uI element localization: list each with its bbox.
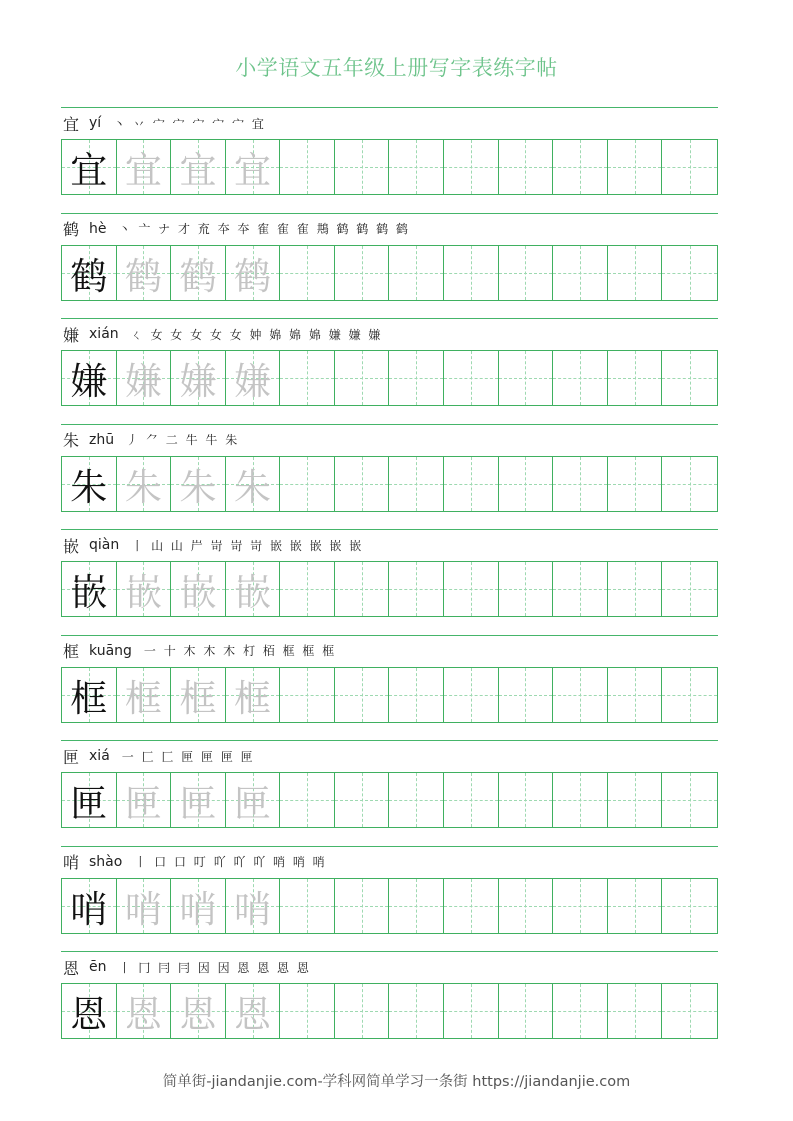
blank-practice-cell (553, 773, 608, 827)
character-info (63, 956, 311, 978)
trace-character: 哨 (234, 887, 272, 931)
model-cell (62, 246, 117, 300)
trace-cell (171, 879, 226, 933)
trace-character: 嫌 (124, 360, 162, 403)
trace-character: 鹤 (234, 254, 272, 298)
trace-character: 宜 (234, 149, 272, 192)
character-info (63, 429, 239, 451)
blank-practice-cell (662, 773, 717, 827)
blank-practice-cell (389, 457, 444, 511)
trace-cell (171, 773, 226, 827)
blank-practice-cell (280, 562, 335, 616)
model-cell (62, 773, 117, 827)
blank-practice-cell (499, 351, 554, 405)
pinyin-label: kuāng (89, 642, 132, 659)
blank-practice-cell (499, 773, 554, 827)
blank-practice-cell (335, 351, 390, 405)
stroke-order: 一 十 木 木 木 朾 栢 框 框 框 (143, 644, 337, 658)
blank-practice-cell (608, 984, 663, 1038)
stroke-order: 丨 冂 冃 冃 因 因 恩 恩 恩 恩 (118, 960, 311, 975)
practice-grid (61, 983, 718, 1039)
blank-practice-cell (389, 562, 444, 616)
blank-practice-cell (280, 246, 335, 300)
blank-practice-cell (389, 879, 444, 933)
trace-cell (226, 246, 281, 300)
practice-grid (61, 139, 718, 195)
blank-practice-cell (335, 773, 390, 827)
blank-practice-cell (662, 668, 717, 722)
practice-grid (61, 878, 718, 934)
blank-practice-cell (553, 879, 608, 933)
blank-practice-cell (608, 773, 663, 827)
pinyin-label: yí (89, 115, 102, 131)
trace-cell (171, 984, 226, 1038)
trace-character: 宜 (124, 149, 162, 192)
trace-cell (117, 668, 172, 722)
character-label: 朱 (63, 431, 80, 450)
trace-cell (117, 562, 172, 616)
footer-text: 简单街-jiandanjie.com-学科网简单学习一条街 https://jiandanjie.com (162, 1074, 631, 1090)
trace-character: 宜 (179, 149, 217, 192)
trace-cell (226, 879, 281, 933)
trace-cell (226, 773, 281, 827)
blank-practice-cell (553, 457, 608, 511)
character-info (63, 534, 363, 556)
trace-character: 嵌 (234, 571, 272, 614)
trace-cell (226, 562, 281, 616)
stroke-order: 丨 口 口 叮 吖 吖 吖 哨 哨 哨 (134, 855, 327, 869)
practice-grid (61, 456, 718, 512)
trace-cell (117, 351, 172, 405)
blank-practice-cell (444, 351, 499, 405)
character-info (63, 640, 336, 662)
blank-practice-cell (553, 668, 608, 722)
trace-cell (117, 984, 172, 1038)
trace-cell (117, 246, 172, 300)
character-info (63, 112, 266, 134)
stroke-order: 丶 丷 宀 宀 宀 宀 宀 宜 (113, 116, 266, 131)
blank-practice-cell (444, 668, 499, 722)
blank-practice-cell (662, 562, 717, 616)
section-divider (61, 213, 718, 214)
blank-practice-cell (444, 984, 499, 1038)
blank-practice-cell (280, 351, 335, 405)
model-cell (62, 562, 117, 616)
model-character: 鹤 (70, 254, 108, 298)
practice-grid (61, 561, 718, 617)
blank-practice-cell (280, 984, 335, 1038)
blank-practice-cell (389, 668, 444, 722)
model-character: 哨 (70, 887, 108, 931)
blank-practice-cell (499, 984, 554, 1038)
character-label: 嵌 (63, 536, 80, 556)
section-divider (61, 951, 718, 952)
trace-cell (117, 140, 172, 194)
blank-practice-cell (280, 879, 335, 933)
trace-cell (226, 984, 281, 1038)
character-label: 框 (63, 642, 80, 661)
blank-practice-cell (608, 140, 663, 194)
blank-practice-cell (608, 457, 663, 511)
character-label: 哨 (63, 853, 80, 872)
character-info (63, 745, 255, 767)
trace-cell (226, 668, 281, 722)
section-divider (61, 740, 718, 741)
trace-character: 匣 (234, 782, 272, 825)
blank-practice-cell (662, 879, 717, 933)
trace-cell (226, 351, 281, 405)
blank-practice-cell (280, 668, 335, 722)
trace-cell (117, 773, 172, 827)
blank-practice-cell (662, 246, 717, 300)
model-character: 宜 (70, 149, 108, 192)
blank-practice-cell (553, 351, 608, 405)
pinyin-label: xiá (89, 748, 110, 764)
character-label: 鹤 (63, 220, 80, 239)
pinyin-label: shào (89, 853, 123, 870)
section-divider (61, 846, 718, 847)
blank-practice-cell (280, 140, 335, 194)
trace-character: 哨 (179, 887, 217, 931)
character-label: 宜 (63, 114, 80, 134)
model-cell (62, 984, 117, 1038)
section-divider (61, 107, 718, 108)
blank-practice-cell (335, 246, 390, 300)
blank-practice-cell (335, 879, 390, 933)
blank-practice-cell (662, 351, 717, 405)
blank-practice-cell (553, 140, 608, 194)
trace-character: 鹤 (179, 254, 217, 298)
trace-character: 恩 (234, 993, 272, 1036)
blank-practice-cell (608, 351, 663, 405)
section-divider (61, 635, 718, 636)
trace-character: 嫌 (179, 360, 217, 403)
model-character: 恩 (70, 993, 108, 1036)
blank-practice-cell (444, 773, 499, 827)
character-label: 匣 (63, 747, 80, 767)
blank-practice-cell (335, 984, 390, 1038)
model-cell (62, 879, 117, 933)
blank-practice-cell (608, 668, 663, 722)
character-info (63, 323, 382, 345)
blank-practice-cell (662, 457, 717, 511)
model-cell (62, 668, 117, 722)
trace-character: 匣 (124, 782, 162, 825)
pinyin-label: ēn (89, 959, 107, 975)
stroke-order: ㄑ 女 女 女 女 女 妕 婂 婂 婂 嫌 嫌 嫌 (130, 327, 383, 342)
blank-practice-cell (335, 668, 390, 722)
stroke-order: 丶 亠 ナ 才 㐬 夲 夲 隺 隺 隺 䳍 鹤 鹤 鹤 鹤 (118, 222, 410, 236)
section-divider (61, 529, 718, 530)
model-character: 嫌 (70, 360, 108, 403)
trace-character: 朱 (179, 465, 217, 509)
trace-character: 框 (234, 676, 272, 720)
page-title: 小学语文五年级上册写字表练字帖 (235, 56, 558, 80)
model-character: 框 (70, 676, 108, 720)
character-info (63, 851, 327, 873)
trace-cell (171, 140, 226, 194)
model-cell (62, 351, 117, 405)
character-label: 嫌 (63, 325, 80, 345)
stroke-order: 一 匚 匚 匣 匣 匣 匣 (121, 749, 255, 764)
blank-practice-cell (553, 562, 608, 616)
character-label: 恩 (63, 958, 80, 978)
blank-practice-cell (444, 246, 499, 300)
blank-practice-cell (335, 140, 390, 194)
pinyin-label: hè (89, 220, 107, 237)
blank-practice-cell (389, 773, 444, 827)
practice-grid (61, 772, 718, 828)
blank-practice-cell (444, 140, 499, 194)
pinyin-label: xián (89, 326, 119, 342)
blank-practice-cell (608, 246, 663, 300)
trace-character: 朱 (234, 465, 272, 509)
practice-grid (61, 245, 718, 301)
pinyin-label: zhū (89, 431, 115, 448)
trace-cell (117, 457, 172, 511)
character-info (63, 218, 410, 240)
blank-practice-cell (444, 457, 499, 511)
model-character: 嵌 (70, 571, 108, 614)
blank-practice-cell (553, 246, 608, 300)
model-cell (62, 457, 117, 511)
model-character: 朱 (70, 465, 108, 509)
trace-cell (226, 457, 281, 511)
blank-practice-cell (499, 562, 554, 616)
blank-practice-cell (662, 984, 717, 1038)
trace-character: 嫌 (234, 360, 272, 403)
blank-practice-cell (389, 140, 444, 194)
trace-cell (171, 246, 226, 300)
trace-character: 嵌 (179, 571, 217, 614)
section-divider (61, 424, 718, 425)
blank-practice-cell (553, 984, 608, 1038)
blank-practice-cell (499, 668, 554, 722)
blank-practice-cell (499, 246, 554, 300)
trace-cell (171, 351, 226, 405)
stroke-order: 丨 山 山 屵 岢 岢 岢 嵌 嵌 嵌 嵌 嵌 (131, 538, 364, 553)
blank-practice-cell (335, 562, 390, 616)
pinyin-label: qiàn (89, 537, 120, 553)
trace-character: 嵌 (124, 571, 162, 614)
trace-cell (171, 562, 226, 616)
blank-practice-cell (280, 457, 335, 511)
practice-grid (61, 350, 718, 406)
trace-character: 朱 (124, 465, 162, 509)
model-cell (62, 140, 117, 194)
trace-character: 匣 (179, 782, 217, 825)
blank-practice-cell (389, 984, 444, 1038)
blank-practice-cell (389, 351, 444, 405)
blank-practice-cell (444, 879, 499, 933)
blank-practice-cell (444, 562, 499, 616)
stroke-order: 丿 ⺈ 二 牛 牛 朱 (126, 433, 240, 447)
trace-character: 鹤 (124, 254, 162, 298)
trace-character: 框 (124, 676, 162, 720)
trace-character: 恩 (179, 993, 217, 1036)
blank-practice-cell (608, 562, 663, 616)
section-divider (61, 318, 718, 319)
blank-practice-cell (335, 457, 390, 511)
blank-practice-cell (499, 457, 554, 511)
trace-character: 恩 (124, 993, 162, 1036)
blank-practice-cell (280, 773, 335, 827)
trace-character: 框 (179, 676, 217, 720)
blank-practice-cell (389, 246, 444, 300)
blank-practice-cell (499, 140, 554, 194)
blank-practice-cell (608, 879, 663, 933)
practice-grid (61, 667, 718, 723)
trace-cell (171, 457, 226, 511)
blank-practice-cell (499, 879, 554, 933)
model-character: 匣 (70, 782, 108, 825)
trace-cell (117, 879, 172, 933)
blank-practice-cell (662, 140, 717, 194)
trace-cell (226, 140, 281, 194)
trace-cell (171, 668, 226, 722)
trace-character: 哨 (124, 887, 162, 931)
